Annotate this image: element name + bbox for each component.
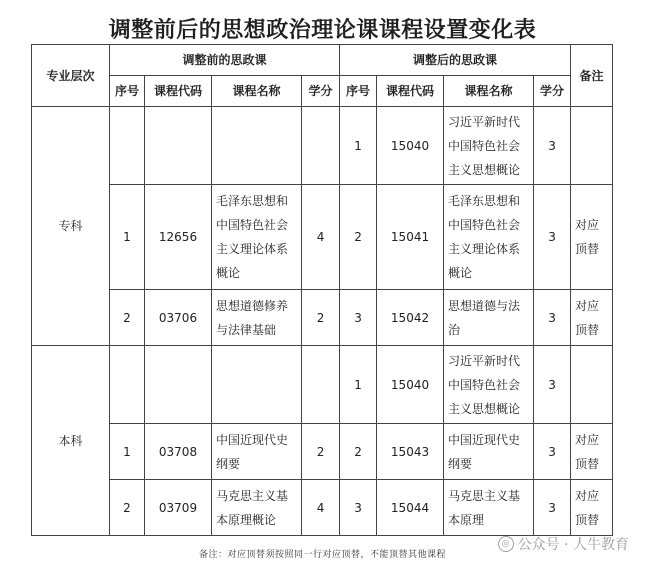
before-name: 中国近现代史纲要 — [212, 424, 302, 480]
after-code: 15042 — [377, 290, 444, 346]
after-name: 毛泽东思想和中国特色社会主义理论体系概论 — [444, 185, 534, 290]
after-seq: 1 — [340, 346, 377, 424]
before-name: 思想道德修养与法律基础 — [212, 290, 302, 346]
header-before: 调整前的思政课 — [110, 45, 340, 76]
after-seq: 3 — [340, 290, 377, 346]
header-level: 专业层次 — [32, 45, 110, 107]
after-code: 15040 — [377, 107, 444, 185]
after-credit: 3 — [534, 290, 571, 346]
after-name: 马克思主义基本原理 — [444, 480, 534, 536]
table-row — [32, 185, 613, 290]
after-seq: 1 — [340, 107, 377, 185]
before-code: 03709 — [145, 480, 212, 536]
after-credit: 3 — [534, 107, 571, 185]
table-row — [32, 480, 613, 536]
header-after-seq: 序号 — [340, 76, 377, 107]
table-row — [32, 346, 613, 424]
wechat-official-account-icon: ◎ — [498, 536, 514, 552]
before-code: 03706 — [145, 290, 212, 346]
course-change-table — [31, 44, 613, 536]
before-credit: 4 — [302, 185, 340, 290]
after-name: 习近平新时代中国特色社会主义思想概论 — [444, 346, 534, 424]
after-name: 思想道德与法治 — [444, 290, 534, 346]
before-credit: 2 — [302, 290, 340, 346]
after-credit: 3 — [534, 424, 571, 480]
before-credit: 4 — [302, 480, 340, 536]
before-name: 毛泽东思想和中国特色社会主义理论体系概论 — [212, 185, 302, 290]
footnote: 备注：对应顶替须按照同一行对应顶替，不能顶替其他课程 — [198, 550, 446, 560]
before-code — [145, 107, 212, 185]
after-seq: 3 — [340, 480, 377, 536]
before-code: 12656 — [145, 185, 212, 290]
after-credit: 3 — [534, 185, 571, 290]
after-code: 15040 — [377, 346, 444, 424]
after-credit: 3 — [534, 346, 571, 424]
remark: 对应顶替 — [571, 290, 613, 346]
page-title: 调整前后的思想政治理论课课程设置变化表 — [108, 18, 537, 43]
header-remark: 备注 — [571, 45, 613, 107]
after-seq: 2 — [340, 424, 377, 480]
header-after-code: 课程代码 — [377, 76, 444, 107]
before-seq: 1 — [110, 424, 145, 480]
remark — [571, 107, 613, 185]
level-cell-zhuanke: 专科 — [32, 107, 110, 346]
before-seq: 2 — [110, 480, 145, 536]
after-credit: 3 — [534, 480, 571, 536]
header-before-name: 课程名称 — [212, 76, 302, 107]
before-seq: 2 — [110, 290, 145, 346]
after-seq: 2 — [340, 185, 377, 290]
remark: 对应顶替 — [571, 480, 613, 536]
header-after-name: 课程名称 — [444, 76, 534, 107]
header-after-credit: 学分 — [534, 76, 571, 107]
before-name — [212, 107, 302, 185]
table-row — [32, 290, 613, 346]
before-name: 马克思主义基本原理概论 — [212, 480, 302, 536]
remark: 对应顶替 — [571, 424, 613, 480]
remark — [571, 346, 613, 424]
table-row — [32, 107, 613, 185]
header-after: 调整后的思政课 — [340, 45, 571, 76]
after-code: 15044 — [377, 480, 444, 536]
before-code: 03708 — [145, 424, 212, 480]
watermark — [498, 534, 629, 554]
remark: 对应顶替 — [571, 185, 613, 290]
after-name: 中国近现代史纲要 — [444, 424, 534, 480]
before-code — [145, 346, 212, 424]
before-seq — [110, 107, 145, 185]
level-cell-benke: 本科 — [32, 346, 110, 536]
after-name: 习近平新时代中国特色社会主义思想概论 — [444, 107, 534, 185]
after-code: 15043 — [377, 424, 444, 480]
watermark-text: 公众号 · 人牛教育 — [517, 537, 629, 553]
before-credit: 2 — [302, 424, 340, 480]
before-credit — [302, 346, 340, 424]
header-before-credit: 学分 — [302, 76, 340, 107]
before-seq: 1 — [110, 185, 145, 290]
before-credit — [302, 107, 340, 185]
header-before-seq: 序号 — [110, 76, 145, 107]
header-before-code: 课程代码 — [145, 76, 212, 107]
after-code: 15041 — [377, 185, 444, 290]
before-name — [212, 346, 302, 424]
before-seq — [110, 346, 145, 424]
table-row — [32, 424, 613, 480]
